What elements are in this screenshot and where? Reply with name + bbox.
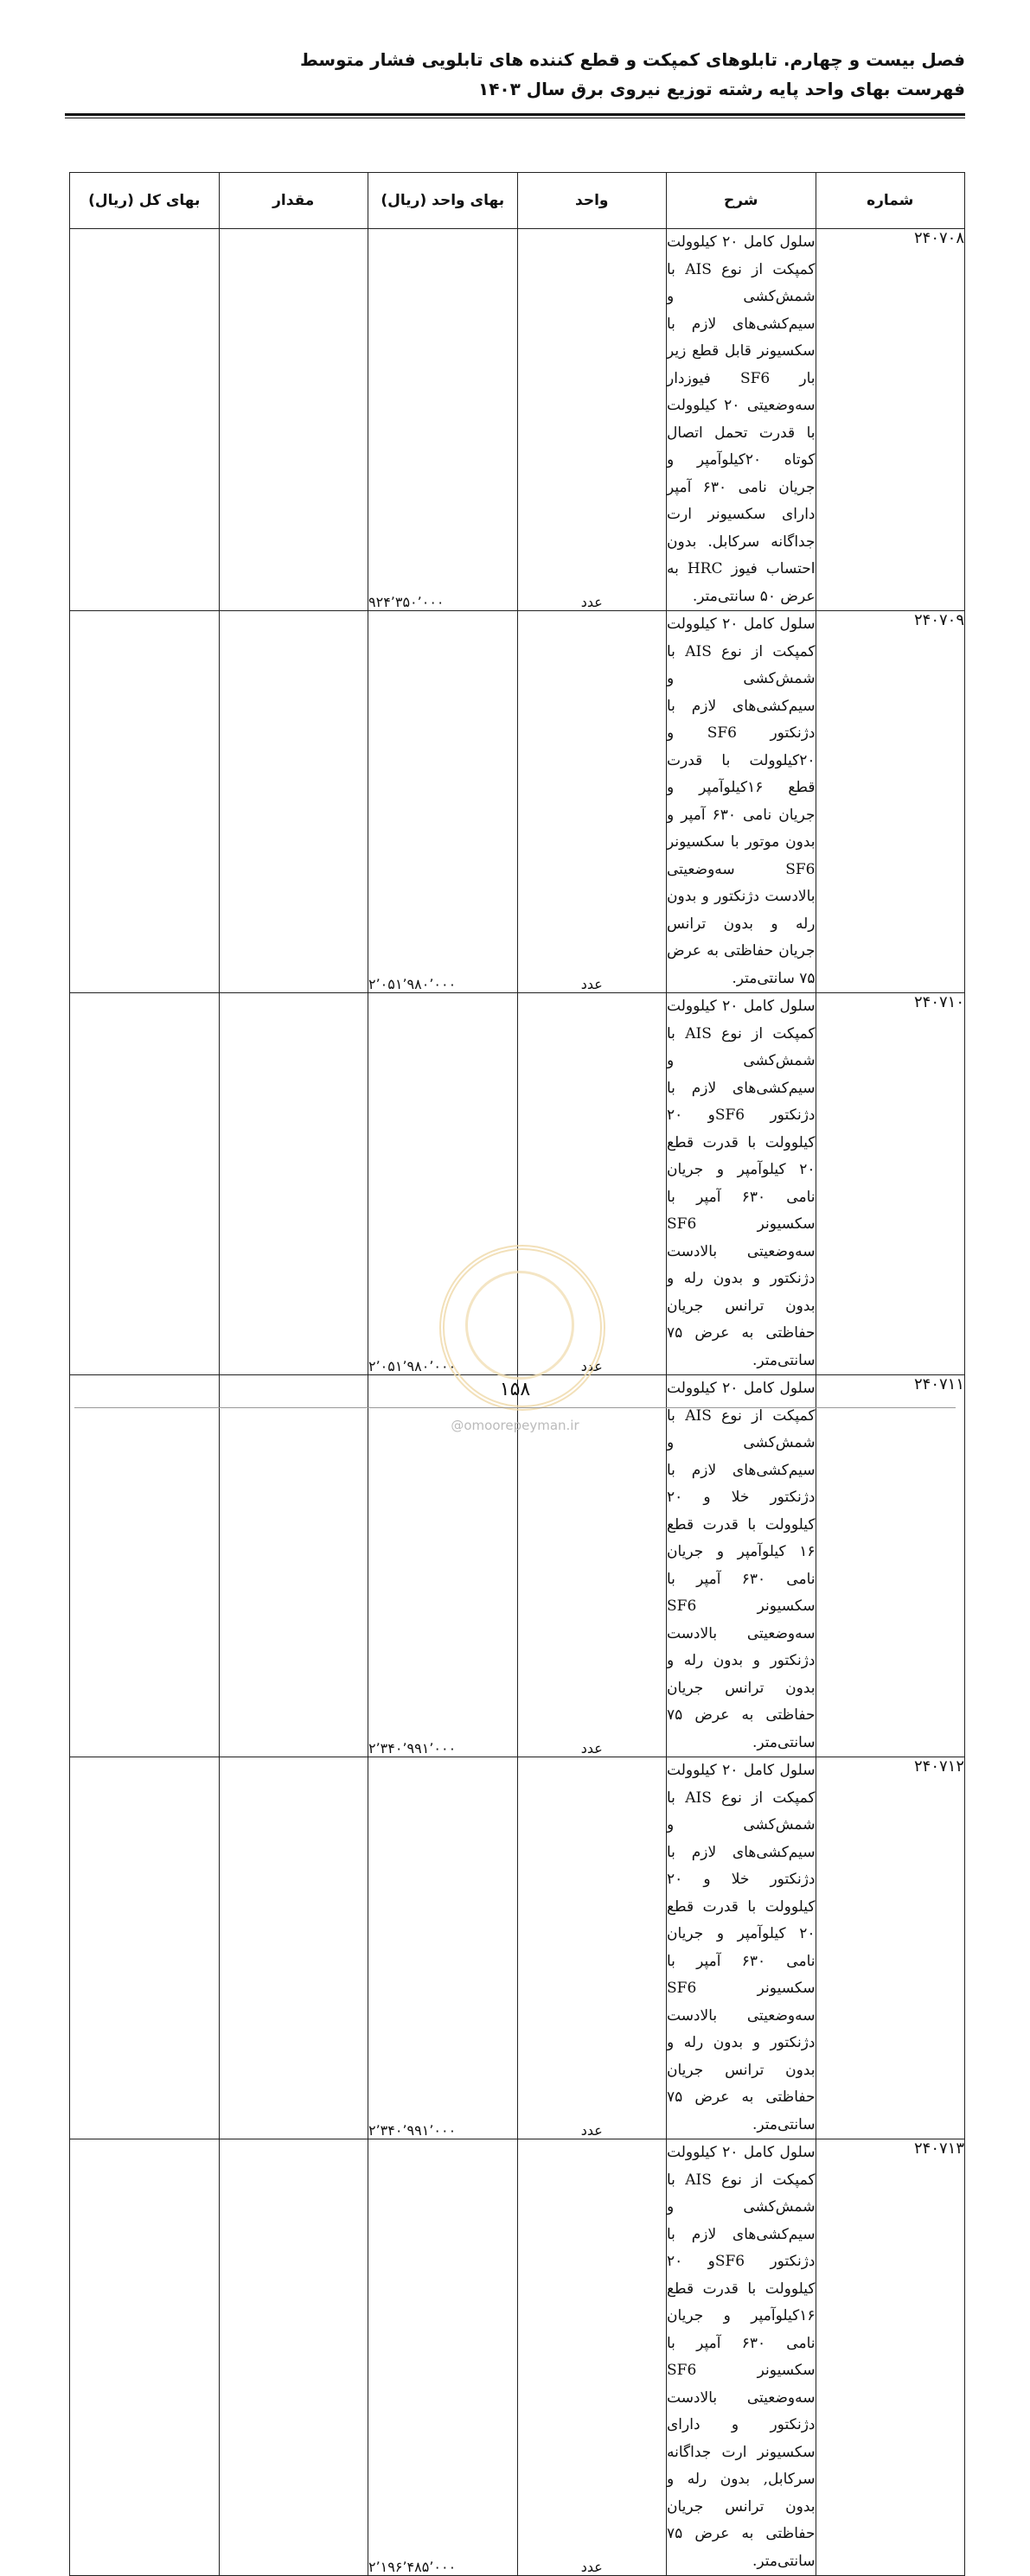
header-rule-thick <box>65 113 965 116</box>
item-unit-price: ۹۲۴٬۳۵۰٬۰۰۰ <box>368 229 518 611</box>
item-unit: عدد <box>517 1757 667 2139</box>
item-quantity <box>219 993 368 1375</box>
item-number: ۲۴۰۷۱۲ <box>816 1757 965 2139</box>
item-total-price <box>70 1757 220 2139</box>
item-unit: عدد <box>517 229 667 611</box>
item-description: سلول کامل ۲۰ کیلوولت کمپکت از نوع AIS با شمش‌کشی و سیم‌کشی‌های لازم با دژنکتور SF6و ۲۰ کیلوولت با قدرت قطع ۲۰ کیلوآمپر و جریان نامی ۶۳۰ آمپر با سکسیونر SF6 سه‌وضعیتی بالادست دژنکتور و بدون رله و بدون ترانس جریان حفاظتی به عرض ۷۵ سانتی‌متر. <box>667 993 816 1375</box>
item-number: ۲۴۰۷۱۱ <box>816 1375 965 1757</box>
table-row <box>70 1757 965 2139</box>
item-unit-price: ۲٬۳۴۰٬۹۹۱٬۰۰۰ <box>368 1757 518 2139</box>
item-unit: عدد <box>517 2139 667 2576</box>
page-number: ۱۵۸ <box>499 1379 531 1400</box>
item-description: سلول کامل ۲۰ کیلوولت کمپکت از نوع AIS با شمش‌کشی و سیم‌کشی‌های لازم با دژنکتور SF6و ۲۰ کیلوولت با قدرت قطع ۱۶کیلوآمپر و جریان نامی ۶۳۰ آمپر با سکسیونر SF6 سه‌وضعیتی بالادست دژنکتور و دارای سکسیونر ارت جداگانه سرکابل, بدون رله و بدون ترانس جریان حفاظتی به عرض ۷۵ سانتی‌متر. <box>667 2139 816 2576</box>
item-description: سلول کامل ۲۰ کیلوولت کمپکت از نوع AIS با شمش‌کشی و سیم‌کشی‌های لازم با سکسیونر قابل قطع زیر بار SF6 فیوزدار سه‌وضعیتی ۲۰ کیلوولت با قدرت تحمل اتصال کوتاه ۲۰کیلوآمپر و جریان نامی ۶۳۰ آمپر دارای سکسیونر ارت جداگانه سرکابل. بدون احتساب فیوز HRC به عرض ۵۰ سانتی‌متر. <box>667 229 816 611</box>
col-description-header: شرح <box>667 173 816 229</box>
chapter-title: فصل بیست و چهارم. تابلوهای کمپکت و قطع کننده های تابلویی فشار متوسط <box>300 49 965 70</box>
item-unit: عدد <box>517 993 667 1375</box>
item-description: سلول کامل ۲۰ کیلوولت کمپکت از نوع AIS با شمش‌کشی و سیم‌کشی‌های لازم با دژنکتور SF6 و ۲۰کیلوولت با قدرت قطع ۱۶کیلوآمپر و جریان نامی ۶۳۰ آمپر و بدون موتور با سکسیونر SF6 سه‌وضعیتی بالادست دژنکتور و بدون رله و بدون ترانس جریان حفاظتی به عرض ۷۵ سانتی‌متر. <box>667 611 816 993</box>
item-description: سلول کامل ۲۰ کیلوولت کمپکت از نوع AIS با شمش‌کشی و سیم‌کشی‌های لازم با دژنکتور خلا و ۲۰ کیلوولت با قدرت قطع ۲۰ کیلوآمپر و جریان نامی ۶۳۰ آمپر با سکسیونر SF6 سه‌وضعیتی بالادست دژنکتور و بدون رله و بدون ترانس جریان حفاظتی به عرض ۷۵ سانتی‌متر. <box>667 1757 816 2139</box>
item-unit-price: ۲٬۱۹۶٬۴۸۵٬۰۰۰ <box>368 2139 518 2576</box>
item-number: ۲۴۰۷۱۰ <box>816 993 965 1375</box>
item-quantity <box>219 2139 368 2576</box>
item-unit: عدد <box>517 1375 667 1757</box>
table-header-row <box>70 173 965 229</box>
item-unit-price: ۲٬۳۴۰٬۹۹۱٬۰۰۰ <box>368 1375 518 1757</box>
price-list-title: فهرست بهای واحد پایه رشته توزیع نیروی برق سال ۱۴۰۳ <box>478 79 965 99</box>
col-quantity-header: مقدار <box>219 173 368 229</box>
item-unit-price: ۲٬۰۵۱٬۹۸۰٬۰۰۰ <box>368 611 518 993</box>
item-total-price <box>70 229 220 611</box>
item-total-price <box>70 2139 220 2576</box>
col-total-price-header: بهای کل (ریال) <box>70 173 220 229</box>
table-row <box>70 2139 965 2576</box>
item-number: ۲۴۰۷۰۹ <box>816 611 965 993</box>
item-quantity <box>219 229 368 611</box>
watermark-inner-ring <box>465 1271 574 1380</box>
item-quantity <box>219 1757 368 2139</box>
item-description: سلول کامل ۲۰ کیلوولت کمپکت از نوع AIS با شمش‌کشی و سیم‌کشی‌های لازم با دژنکتور خلا و ۲۰ کیلوولت با قدرت قطع ۱۶ کیلوآمپر و جریان نامی ۶۳۰ آمپر با سکسیونر SF6 سه‌وضعیتی بالادست دژنکتور و بدون رله و بدون ترانس جریان حفاظتی به عرض ۷۵ سانتی‌متر. <box>667 1375 816 1757</box>
page-header <box>65 45 965 104</box>
item-quantity <box>219 611 368 993</box>
item-number: ۲۴۰۷۰۸ <box>816 229 965 611</box>
footer-rule <box>74 1407 956 1408</box>
item-unit: عدد <box>517 611 667 993</box>
table-row <box>70 229 965 611</box>
item-total-price <box>70 611 220 993</box>
website-watermark: @omoorepeyman.ir <box>451 1418 579 1433</box>
table-row <box>70 611 965 993</box>
item-total-price <box>70 993 220 1375</box>
col-unit-header: واحد <box>517 173 667 229</box>
col-number-header: شماره <box>816 173 965 229</box>
item-number: ۲۴۰۷۱۳ <box>816 2139 965 2576</box>
col-unit-price-header: بهای واحد (ریال) <box>368 173 518 229</box>
item-unit-price: ۲٬۰۵۱٬۹۸۰٬۰۰۰ <box>368 993 518 1375</box>
